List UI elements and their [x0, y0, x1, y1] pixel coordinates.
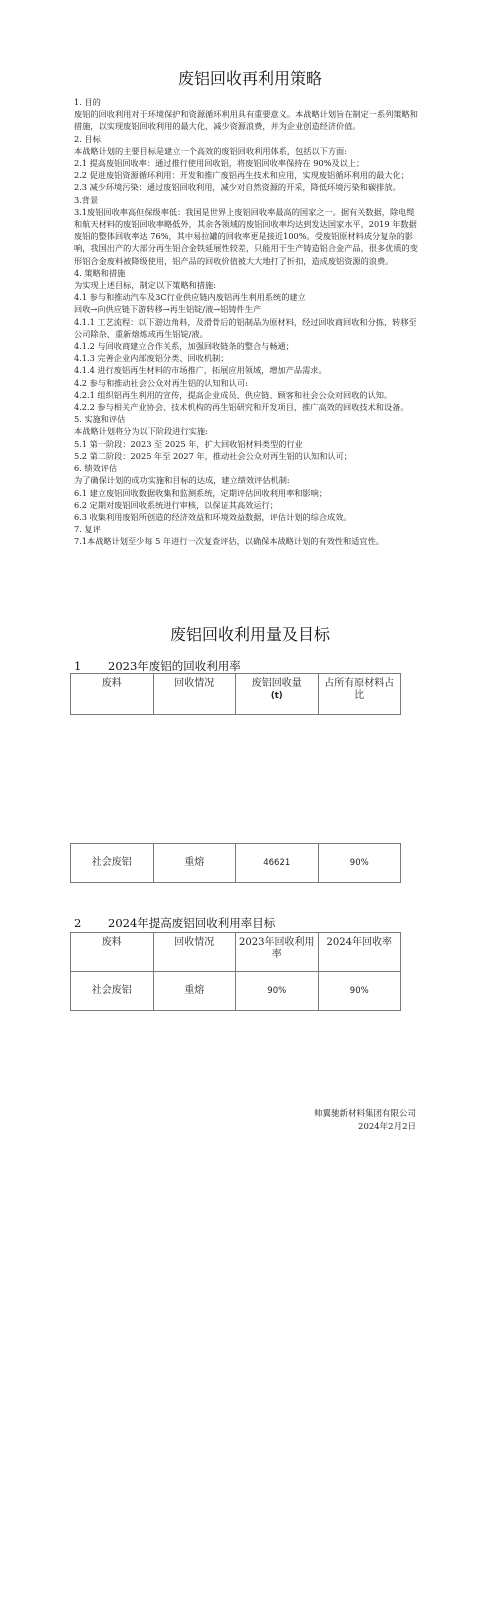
table-cell: 46621 — [236, 844, 319, 883]
strategy-4-2: 4.2 参与和推动社会公众对再生铝的认知和认可: — [74, 377, 248, 388]
strategy-4-1-3: 4.1.3 完善企业内部废铝分类、回收机制； — [74, 353, 229, 364]
header-cell: 回收情况 — [153, 933, 236, 972]
implementation-intro: 本战略计划将分为以下阶段进行实施: — [74, 426, 208, 437]
spacer-cell — [71, 715, 401, 844]
implementation-5-1: 5.1 第一阶段：2023 至 2025 年，扩大回收铝材料类型的行业 — [74, 438, 303, 449]
section-2-heading — [74, 915, 275, 931]
review-7-1: 7.1本战略计划至少每 5 年进行一次复查评估，以确保本战略计划的有效性和适宜性。 — [74, 536, 384, 547]
header-cell: 废料 — [71, 933, 154, 972]
table-cell: 90% — [318, 844, 401, 883]
strategy-4-1-1: 4.1.1 工艺流程：以下游边角料，及滑骨后的铝制品为原材料，经过回收商回收和分拣，转移至公司除杂、重新熔炼成再生铝锭/液。 — [74, 316, 417, 339]
strategy-4-1: 4.1 参与和推动汽车及3C行业供应链内废铝再生利用系统的建立 — [74, 292, 306, 303]
data-section-title: 废铝回收利用量及目标 — [169, 625, 330, 644]
heading-background: 3.背景 — [74, 194, 99, 205]
header-unit: (t) — [270, 691, 283, 701]
section-1-title: 2023年废铝的回收利用率 — [108, 659, 241, 673]
document-title: 废铝回收再利用策略 — [177, 69, 322, 88]
background-3-1: 3.1废铝回收率高但保级率低：我国是世界上废铝回收率最高的国家之一。据有关数据，除电缆和航天材料的废铝回收率略低外，其余各领域的废铝回收率均达到发达国家水平，2019 年数据废铝的整体回收率达 76%，其中易拉罐的回收率更是接近100%。受废铝原材料成分复杂的影响，我国出产的大部分再生铝合金铁延展性较差，只能用于生产铸造铝合金产品，很多优质的变形铝合金废料被降级使用，铝产品的回收价值被大大地打了折扣，造成废铝资源的浪费。 — [74, 206, 418, 266]
section-2-title: 2024年提高废铝回收利用率目标 — [108, 916, 276, 930]
table-cell: 重熔 — [153, 844, 236, 883]
goal-2-1: 2.1 提高废铝回收率：通过推行使用回收铝，将废铝回收率保持在 90%及以上； — [74, 158, 365, 169]
table-cell: 90% — [318, 972, 401, 1011]
table-header-row — [71, 933, 401, 972]
goal-2-2: 2.2 促进废铝资源循环利用：开发和推广废铝再生技术和应用，实现废铝循环利用的最大化； — [74, 170, 409, 181]
strategy-4-1-2: 4.1.2 与回收商建立合作关系，加强回收链条的整合与畅通； — [74, 341, 294, 352]
strategy-intro: 为实现上述目标，制定以下策略和措施: — [74, 280, 216, 291]
strategy-4-2-1: 4.2.1 组织铝再生利用的宣传，提高企业成员、供应链、顾客和社会公众对回收的认知。 — [74, 389, 393, 400]
heading-purpose: 1. 目的 — [74, 97, 101, 107]
section-2-number: 2 — [74, 916, 82, 930]
header-cell: 2023年回收利用率 — [236, 933, 319, 972]
header-label: 废铝回收量 — [251, 678, 302, 689]
paragraph-goals-intro: 本战略计划的主要目标是建立一个高效的废铝回收利用体系，包括以下方面: — [74, 145, 347, 156]
header-cell: 回收情况 — [153, 674, 236, 715]
table-cell: 社会废铝 — [71, 972, 154, 1011]
heading-evaluation: 6. 绩效评估 — [74, 463, 118, 474]
header-cell: 占所有原材料占比 — [318, 674, 401, 715]
recycling-rate-table-2023 — [70, 673, 401, 883]
heading-review: 7. 复评 — [74, 524, 101, 535]
strategy-flow: 回收→向供应链下游转移→再生铝锭/液→铝铸件生产 — [74, 304, 262, 315]
header-cell — [236, 674, 319, 715]
heading-implementation: 5. 实施和评估 — [74, 414, 126, 425]
evaluation-intro: 为了确保计划的成功实施和目标的达成，建立绩效评估机制: — [74, 475, 290, 486]
table-spacer-row — [71, 715, 401, 844]
evaluation-6-3: 6.3 收集利用废铝所创造的经济效益和环境效益数据，评估计划的综合成效。 — [74, 511, 352, 522]
table-row — [71, 844, 401, 883]
table-cell: 社会废铝 — [71, 844, 154, 883]
footer-date: 2024年2月2日 — [358, 1122, 416, 1132]
table-cell: 重熔 — [153, 972, 236, 1011]
heading-goals: 2. 目标 — [74, 133, 101, 144]
recycling-target-table-2024 — [70, 932, 401, 1011]
section-1-heading — [74, 658, 241, 674]
heading-strategy: 4. 策略和措施 — [74, 267, 126, 278]
table-header-row — [71, 674, 401, 715]
paragraph-purpose: 废铝的回收利用对于环境保护和资源循环利用具有重要意义。本战略计划旨在制定一系列策略和措施，以实现废铝回收利用的最大化，减少资源浪费，并为企业创造经济价值。 — [74, 109, 418, 132]
footer-company: 帅翼驰新材料集团有限公司 — [313, 1109, 416, 1119]
implementation-5-2: 5.2 第二阶段：2025 年至 2027 年，推动社会公众对再生铝的认知和认可； — [74, 450, 352, 461]
table-row — [71, 972, 401, 1011]
evaluation-6-2: 6.2 定期对废铝回收系统进行审核，以保证其高效运行； — [74, 499, 278, 510]
section-1-number: 1 — [74, 659, 82, 673]
strategy-body — [74, 96, 419, 548]
goal-2-3: 2.3 减少环境污染：通过废铝回收利用，减少对自然资源的开采，降低环境污染和碳排放。 — [74, 182, 401, 193]
strategy-4-2-2: 4.2.2 参与相关产业协会、技术机构的再生铝研究和开发项目，推广高效的回收技术和设备。 — [74, 402, 409, 413]
evaluation-6-1: 6.1 建立废铝回收数据收集和监测系统，定期评估回收利用率和影响； — [74, 487, 328, 498]
header-cell: 废料 — [71, 674, 154, 715]
table-cell: 90% — [236, 972, 319, 1011]
strategy-4-1-4: 4.1.4 进行废铝再生材料的市场推广，拓展应用领域，增加产品需求。 — [74, 365, 327, 376]
header-cell: 2024年回收率 — [318, 933, 401, 972]
